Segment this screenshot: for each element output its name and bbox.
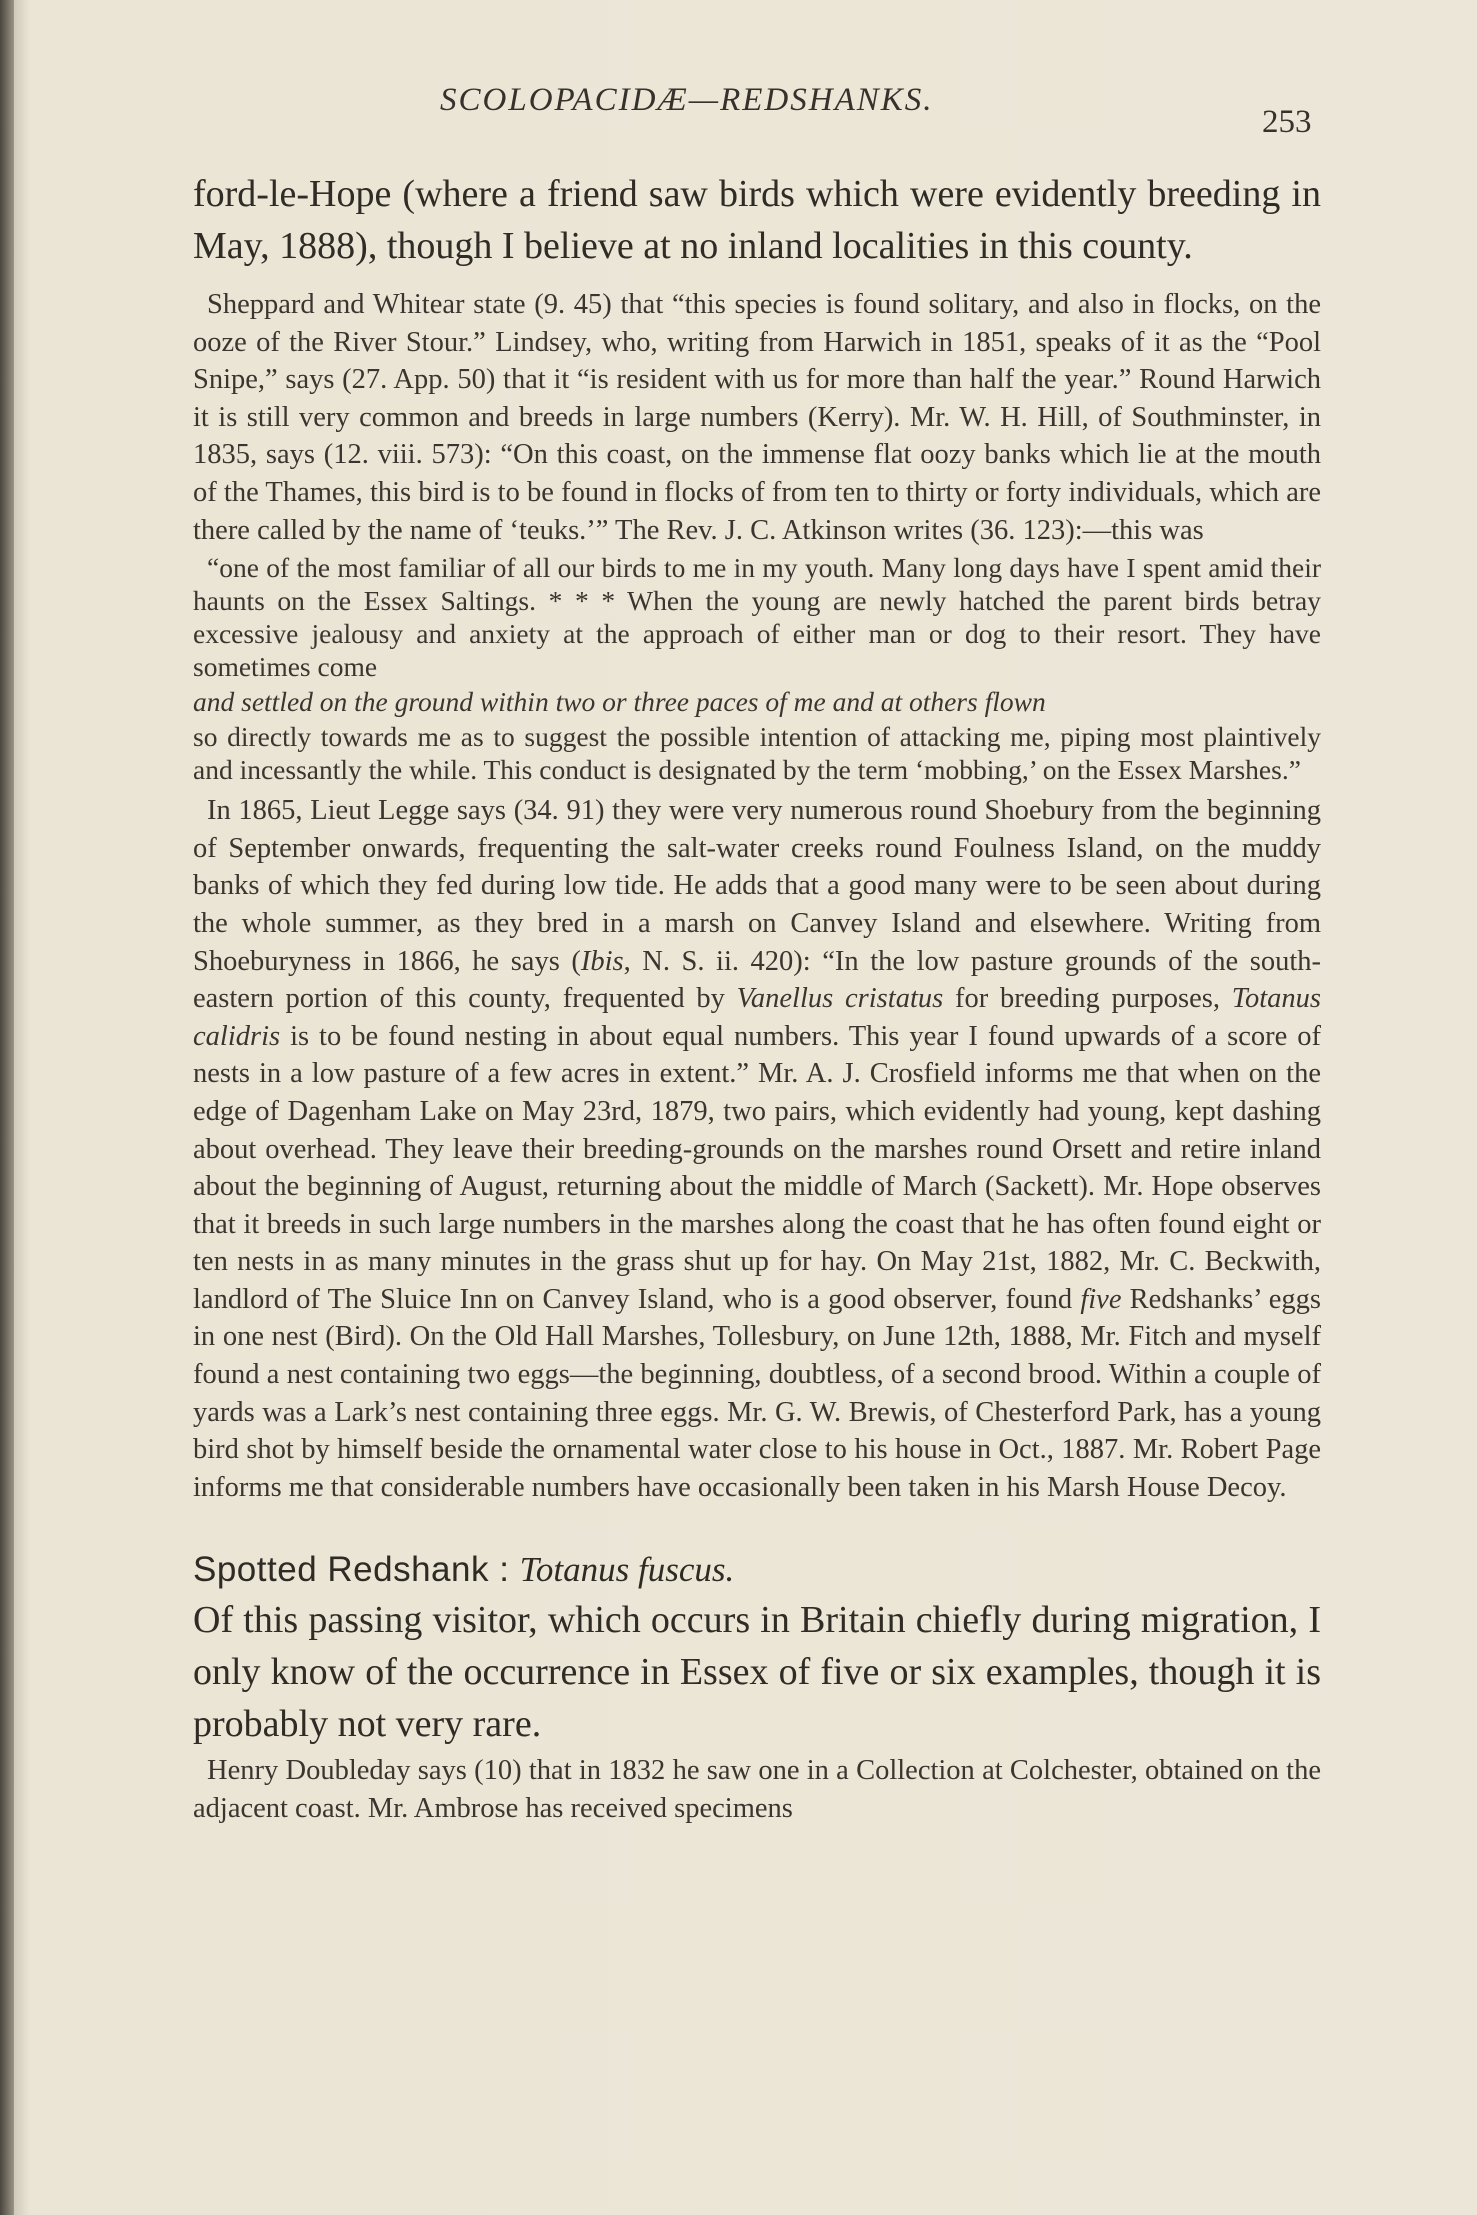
- quote-part-3: so directly towards me as to suggest the possible intention of attacking me, piping most plaintively and incessantly the while. This conduct is designated by the term ‘mobbing,’ on the Essex Marshes.”: [193, 721, 1321, 786]
- legge-text-e: Redshanks’ eggs in one nest (Bird). On the Old Hall Marshes, Tollesbury, on June 12th, 1888, Mr. Fitch and myself found a nest containing two eggs—the beginning, doubtless, of a second brood. Within a couple of yards was a Lark’s nest containing three eggs. Mr. G. W. Brewis, of Chesterford Park, has a young bird shot by himself beside the ornamental water close to his house in Oct., 1887. Mr. Robert Page informs me that considerable numbers have occasionally been taken in his Marsh House Decoy.: [193, 1283, 1321, 1503]
- paragraph-sheppard: Sheppard and Whitear state (9. 45) that “this species is found solitary, and also in flocks, on the ooze of the River Stour.” Lindsey, who, writing from Harwich in 1851, speaks of it as the “Pool Snipe,” says (27. App. 50) that it “is resident with us for more than half the year.” Round Harwich it is still very common and breeds in large numbers (Kerry). Mr. W. H. Hill, of Southminster, in 1835, says (12. viii. 573): “On this coast, on the immense flat oozy banks which lie at the mouth of the Thames, this bird is to be found in flocks of from ten to thirty or forty individuals, which are there called by the name of ‘teuks.’” The Rev. J. C. Atkinson writes (36. 123):—this was: [193, 289, 1321, 546]
- legge-text-b: , N. S. ii. 420): “In the low pasture grounds of the south-eastern portion of this county, frequented by: [193, 945, 1322, 1015]
- vanellus-name: Vanellus cristatus: [736, 983, 944, 1015]
- section-heading: [193, 1546, 1321, 1594]
- quote-part-2: [193, 685, 1321, 718]
- heading-latin-name: Totanus fuscus.: [519, 1550, 735, 1590]
- heading-common-name: Spotted Redshank :: [193, 1550, 520, 1590]
- paragraph-legge: [193, 792, 1321, 1506]
- book-spine-shadow: [0, 0, 14, 2215]
- ibis-title: Ibis: [580, 945, 624, 977]
- atkinson-quote: [193, 551, 1321, 786]
- page-number: 253: [1262, 104, 1312, 140]
- section-lead-paragraph: Of this passing visitor, which occurs in Britain chiefly during migration, I only know of the occurrence in Essex of five or six examples, though it is probably not very rare.: [193, 1599, 1321, 1746]
- five-word: five: [1080, 1283, 1122, 1315]
- legge-text-c: for breeding purposes,: [943, 983, 1232, 1015]
- continued-paragraph: ford-le-Hope (where a friend saw birds which were evidently breeding in May, 1888), though I believe at no inland localities in this county.: [193, 173, 1321, 267]
- section-body-paragraph: Henry Doubleday says (10) that in 1832 he saw one in a Collection at Colchester, obtained on the adjacent coast. Mr. Ambrose has received specimens: [193, 1755, 1321, 1825]
- legge-text-a: In 1865, Lieut Legge says (34. 91) they were very numerous round Shoebury from the beginning of September onwards, frequenting the salt-water creeks round Foulness Island, on the muddy banks of which they fed during low tide. He adds that a good many were to be seen about during the whole summer, as they bred in a marsh on Canvey Island and elsewhere. Writing from Shoeburyness in 1866, he says (: [193, 795, 1321, 977]
- totanus-calidris-name: Totanus calidris: [193, 983, 1321, 1052]
- page-content: [193, 168, 1321, 1828]
- quote-part-1: “one of the most familiar of all our birds to me in my youth. Many long days have I spent amid their haunts on the Essex Saltings. * * * When the young are newly hatched the parent birds betray excessive jealousy and anxiety at the approach of either man or dog to their resort. They have sometimes come: [193, 552, 1321, 683]
- legge-text-d: is to be found nesting in about equal numbers. This year I found upwards of a score of nests in a low pasture of a few acres in extent.” Mr. A. J. Crosfield informs me that when on the edge of Dagenham Lake on May 23rd, 1879, two pairs, which evidently had young, kept dashing about overhead. They leave their breeding-grounds on the marshes round Orsett and retire inland about the beginning of August, returning about the middle of March (Sackett). Mr. Hope observes that it breeds in such large numbers in the marshes along the coast that he has often found eight or ten nests in as many minutes in the grass shut up for hay. On May 21st, 1882, Mr. C. Beckwith, landlord of The Sluice Inn on Canvey Island, who is a good observer, found: [193, 1020, 1321, 1315]
- running-head: SCOLOPACIDÆ—REDSHANKS.: [440, 82, 934, 118]
- quote-italic-line: and settled on the ground within two or three paces of me and at others flown: [193, 686, 1046, 718]
